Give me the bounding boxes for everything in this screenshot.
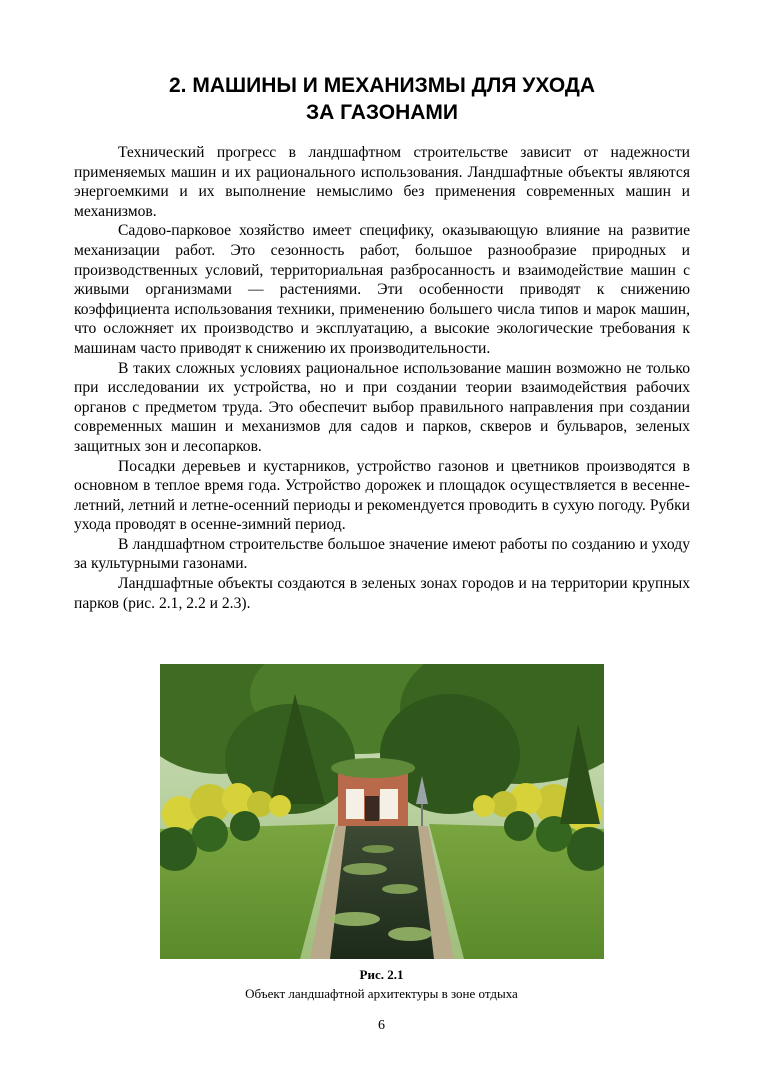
paragraph: Ландшафтные объекты создаются в зеленых зонах городов и на территории крупных парков (рис. 2.1, 2.2 и 2.3). xyxy=(74,575,690,612)
chapter-heading-line-1: 2. МАШИНЫ И МЕХАНИЗМЫ ДЛЯ УХОДА xyxy=(169,74,595,97)
figure-caption-title: Рис. 2.1 xyxy=(359,967,404,982)
chapter-heading xyxy=(72,72,692,126)
garden-photo xyxy=(160,664,604,959)
paragraph: В таких сложных условиях рациональное использование машин возможно не только при исследовании их устройства, но и при создании теории взаимодействия рабочих органов с предметом труда. Это обеспечит выбор правильного направления при создании современных машин и механизмов для садов и парков, скверов и бульваров, зеленых защитных зон и лесопарков. xyxy=(74,359,690,455)
paragraph: Посадки деревьев и кустарников, устройство газонов и цветников производятся в основном в теплое время года. Устройство дорожек и площадок осуществляется в весенне-летний, летний и летне-осенний периоды и рекомендуется проводить в сухую погоду. Рубки ухода проводят в осенне-зимний период. xyxy=(74,457,690,534)
body-text xyxy=(74,143,690,613)
page-number: 6 xyxy=(378,1018,385,1033)
chapter-heading-line-2: ЗА ГАЗОНАМИ xyxy=(305,101,459,124)
figure-caption-text: Объект ландшафтной архитектуры в зоне отдыха xyxy=(245,986,518,1001)
garden-photo-illustration xyxy=(160,664,604,959)
paragraph: В ландшафтном строительстве большое значение имеют работы по созданию и уходу за культурными газонами. xyxy=(74,535,690,573)
paragraph: Технический прогресс в ландшафтном строительстве зависит от надежности применяемых машин и их рационального использования. Ландшафтные объекты являются энергоемкими и их выполнение немыслимо без применения современных машин и механизмов. xyxy=(74,144,690,220)
paragraph: Садово-парковое хозяйство имеет специфику, оказывающую влияние на развитие механизации работ. Это сезонность работ, большое разнообразие природных и производственных условий, территориальная разбросанность и взаимодействие машин с живыми организмами — растениями. Эти особенности приводят к снижению коэффициента использования техники, применению большего числа типов и марок машин, что осложняет их производство и эксплуатацию, а высокие экологические требования к машинам часто приводят к снижению их производительности. xyxy=(74,222,690,357)
